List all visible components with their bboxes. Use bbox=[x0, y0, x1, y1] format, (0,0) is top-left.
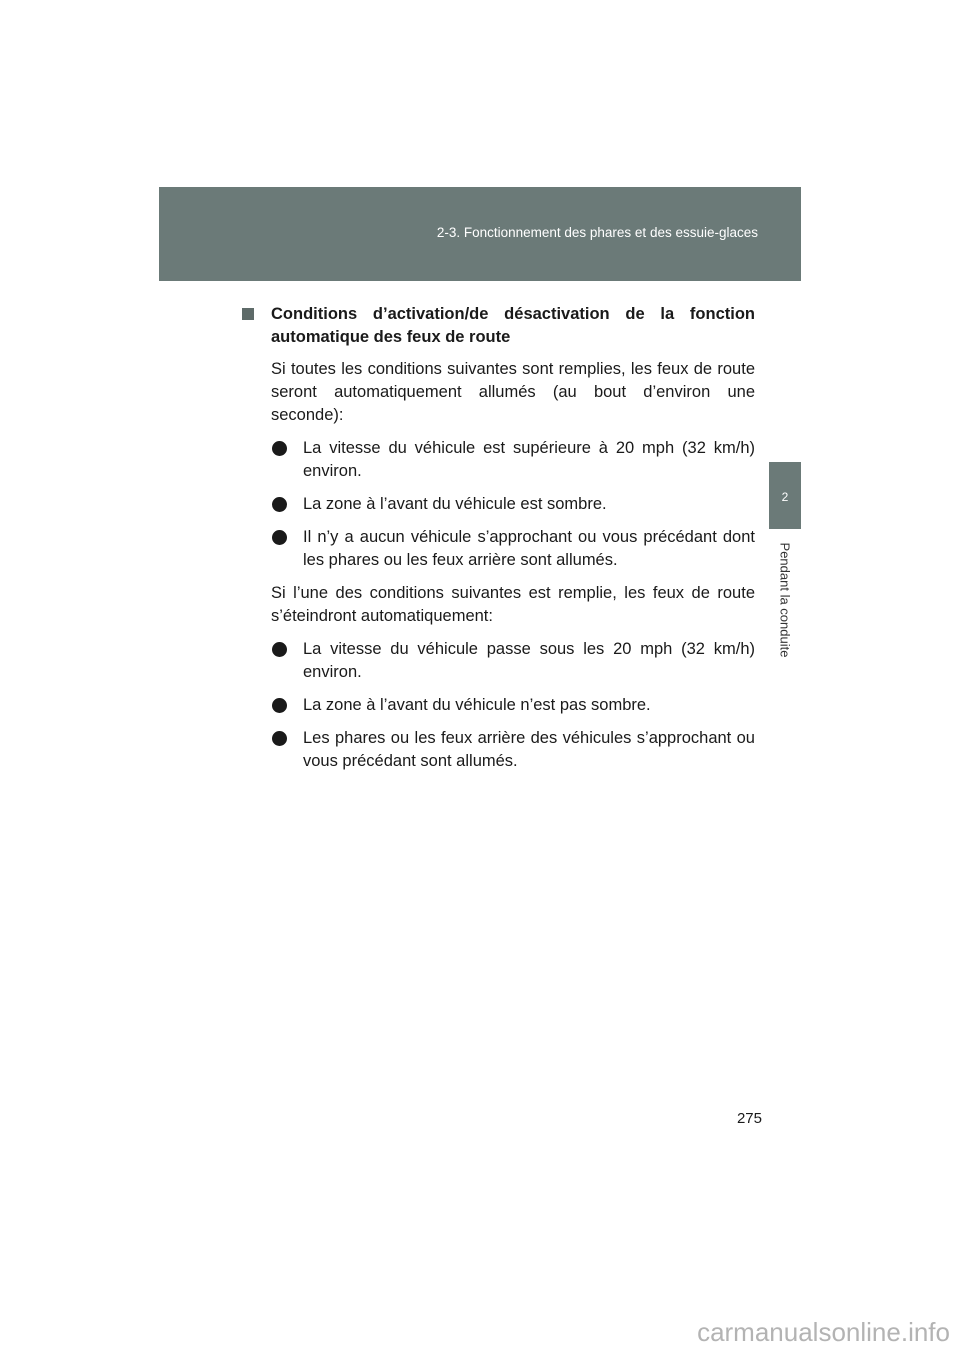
page-number: 275 bbox=[736, 1110, 762, 1127]
intro-activation: Si toutes les conditions suivantes sont remplies, les feux de route seront automatiquement allumés (au bout d’environ une seconde): bbox=[271, 360, 755, 424]
section-title bbox=[240, 303, 755, 349]
list-item bbox=[240, 727, 755, 773]
intro-deactivation: Si l’une des conditions suivantes est remplie, les feux de route s’éteindront automatiquement: bbox=[271, 584, 755, 625]
bullet-icon bbox=[272, 642, 287, 657]
list-item bbox=[240, 526, 755, 572]
list-item bbox=[240, 694, 755, 717]
bullet-icon bbox=[272, 731, 287, 746]
bullet-icon bbox=[272, 497, 287, 512]
list-item-text: La vitesse du véhicule est supérieure à 20 mph (32 km/h) environ. bbox=[303, 439, 755, 480]
list-item bbox=[240, 437, 755, 483]
header-band bbox=[159, 187, 801, 281]
section-title-text: Conditions d’activation/de désactivation de la fonction automatique des feux de route bbox=[271, 305, 755, 346]
list-item-text: Il n’y a aucun véhicule s’approchant ou vous précédant dont les phares ou les feux arrière sont allumés. bbox=[303, 528, 755, 569]
list-item-text: Les phares ou les feux arrière des véhicules s’approchant ou vous précédant sont allumés. bbox=[303, 729, 755, 770]
list-item-text: La zone à l’avant du véhicule est sombre. bbox=[303, 495, 607, 513]
bullet-icon bbox=[272, 441, 287, 456]
bullet-icon bbox=[272, 530, 287, 545]
list-item-text: La zone à l’avant du véhicule n’est pas sombre. bbox=[303, 696, 651, 714]
chapter-number: 2 bbox=[781, 490, 789, 504]
watermark: carmanualsonline.info bbox=[697, 1317, 950, 1347]
list-item-text: La vitesse du véhicule passe sous les 20 mph (32 km/h) environ. bbox=[303, 640, 755, 681]
chapter-tab bbox=[769, 462, 801, 529]
list-item bbox=[240, 493, 755, 516]
bullet-icon bbox=[272, 698, 287, 713]
square-bullet-icon bbox=[242, 308, 254, 320]
main-content bbox=[240, 303, 755, 783]
section-header: 2-3. Fonctionnement des phares et des essuie-glaces bbox=[436, 225, 758, 240]
list-item bbox=[240, 638, 755, 684]
chapter-label: Pendant la conduite bbox=[777, 542, 793, 658]
